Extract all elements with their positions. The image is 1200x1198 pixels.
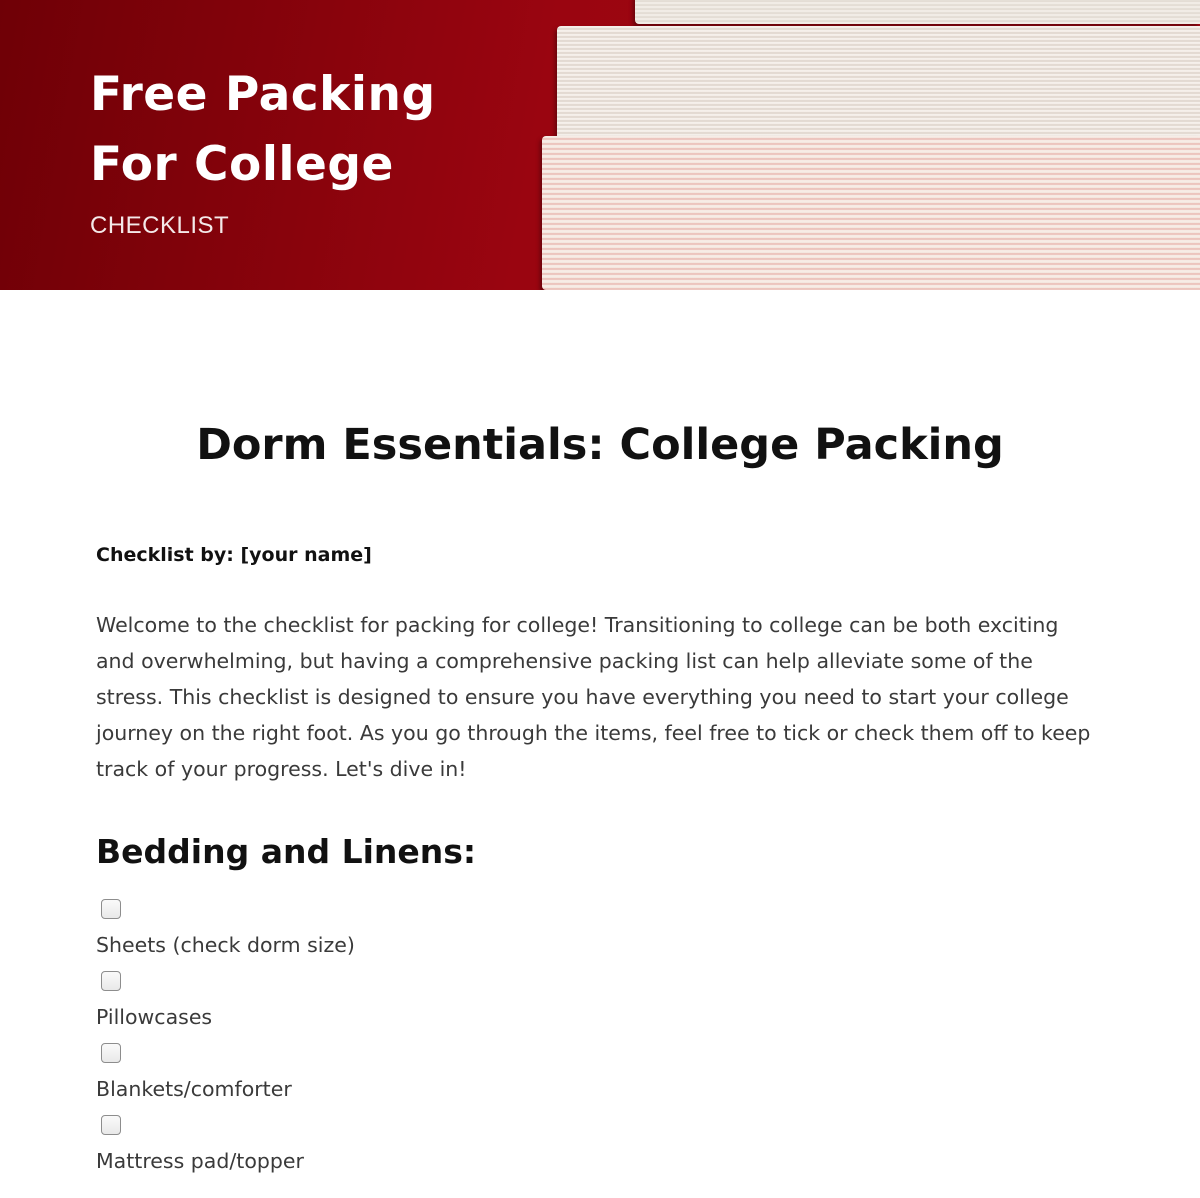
- checklist-item-label: Sheets (check dorm size): [96, 933, 355, 957]
- banner-title-line-2: For College: [90, 137, 394, 192]
- checkbox[interactable]: [101, 899, 121, 919]
- checklist-item-label: Blankets/comforter: [96, 1077, 292, 1101]
- book-top: [635, 0, 1200, 24]
- header-banner: [0, 0, 1200, 290]
- book-stack-image: [530, 0, 1200, 290]
- checklist-item: [96, 971, 1104, 1028]
- section-bedding-linens: [96, 827, 1104, 1172]
- checklist-item: [96, 1115, 1104, 1172]
- document-body: [96, 290, 1104, 1187]
- checkbox[interactable]: [101, 1115, 121, 1135]
- checklist-item: [96, 1043, 1104, 1100]
- book-bottom: [542, 136, 1200, 290]
- checklist: [96, 899, 1104, 1172]
- banner-text: [90, 60, 436, 240]
- checkbox[interactable]: [101, 1043, 121, 1063]
- author-line: Checklist by: [your name]: [96, 544, 372, 566]
- banner-title-line-1: Free Packing: [90, 67, 436, 122]
- checklist-item: [96, 899, 1104, 956]
- banner-title: [90, 60, 436, 200]
- checklist-item-label: Pillowcases: [96, 1005, 213, 1029]
- intro-paragraph: Welcome to the checklist for packing for college! Transitioning to college can be both exciting and overwhelming, but having a comprehensive packing list can help alleviate some of the stress. This checklist is designed to ensure you have everything you need to start your college journey on the right foot. As you go through the items, feel free to tick or check them off to keep track of your progress. Let's dive in!: [96, 613, 1091, 781]
- checklist-item-label: Mattress pad/topper: [96, 1149, 304, 1173]
- checkbox[interactable]: [101, 971, 121, 991]
- section-heading: Bedding and Linens:: [96, 832, 477, 871]
- banner-subtitle: CHECKLIST: [90, 212, 230, 239]
- document-title: Dorm Essentials: College Packing: [196, 420, 1004, 470]
- book-middle: [557, 26, 1200, 140]
